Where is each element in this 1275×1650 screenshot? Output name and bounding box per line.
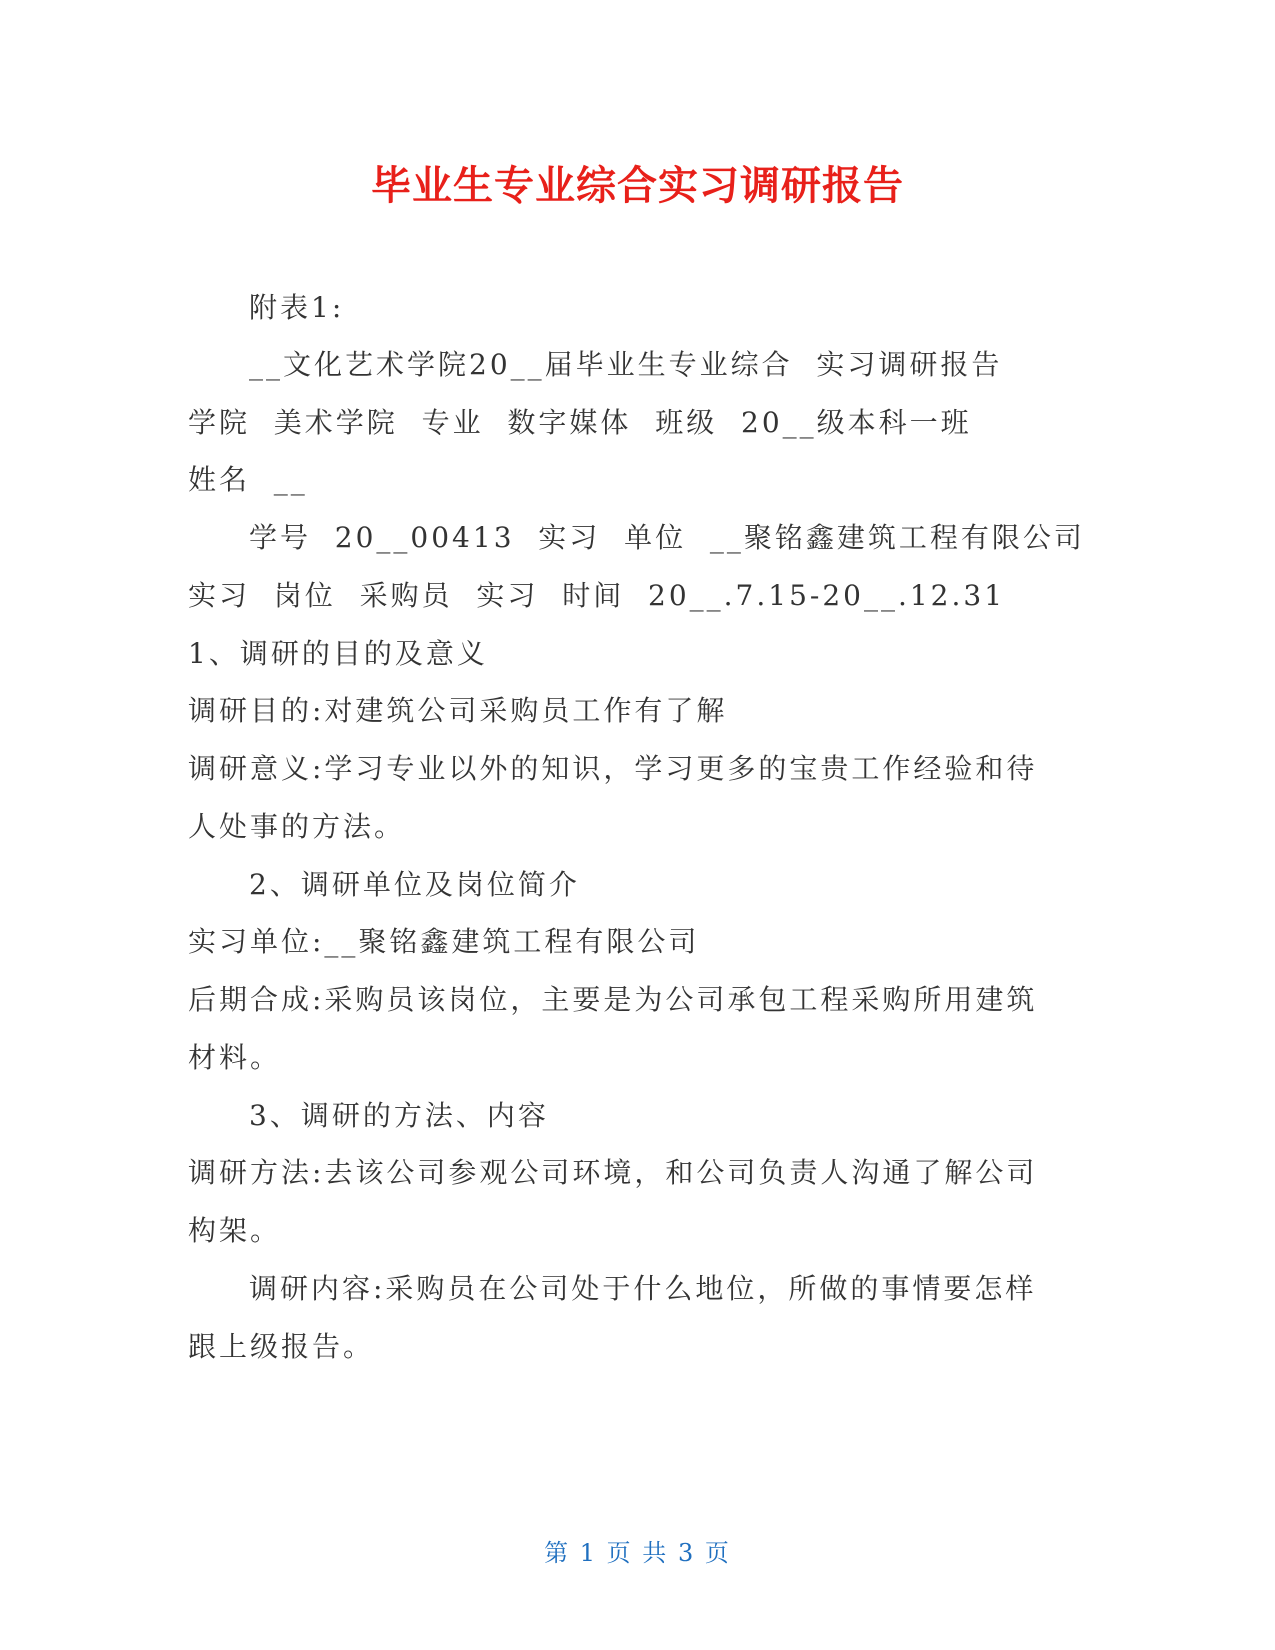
section-heading-2: 2、调研单位及岗位简介 [249, 868, 580, 901]
name-line: 姓名 __ [188, 463, 308, 496]
section-heading-3: 3、调研的方法、内容 [249, 1099, 549, 1132]
research-purpose: 调研目的:对建筑公司采购员工作有了解 [188, 694, 728, 727]
college-major-class-line: 学院 美术学院 专业 数字媒体 班级 20__级本科一班 [188, 406, 972, 439]
research-content: 调研内容:采购员在公司处于什么地位，所做的事情要怎样 [249, 1272, 1037, 1305]
post-description: 后期合成:采购员该岗位，主要是为公司承包工程采购所用建筑 [188, 983, 1038, 1016]
research-method-cont: 构架。 [188, 1214, 282, 1247]
student-id-unit-line: 学号 20__00413 实习 单位 __聚铭鑫建筑工程有限公司 [249, 521, 1085, 554]
internship-unit: 实习单位:__聚铭鑫建筑工程有限公司 [188, 925, 700, 958]
section-heading-1: 1、调研的目的及意义 [188, 637, 488, 670]
report-heading: __文化艺术学院20__届毕业生专业综合 实习调研报告 [249, 348, 1003, 381]
page-number: 第 1 页 共 3 页 [544, 1539, 731, 1567]
research-significance-cont: 人处事的方法。 [188, 810, 406, 843]
research-method: 调研方法:去该公司参观公司环境，和公司负责人沟通了解公司 [188, 1156, 1038, 1189]
post-description-cont: 材料。 [188, 1041, 282, 1074]
document-title: 毕业生专业综合实习调研报告 [371, 163, 904, 209]
research-content-cont: 跟上级报告。 [188, 1330, 375, 1363]
position-time-line: 实习 岗位 采购员 实习 时间 20__.7.15-20__.12.31 [188, 579, 1006, 612]
appendix-label: 附表1: [249, 291, 345, 324]
research-significance: 调研意义:学习专业以外的知识，学习更多的宝贵工作经验和待 [188, 752, 1038, 785]
